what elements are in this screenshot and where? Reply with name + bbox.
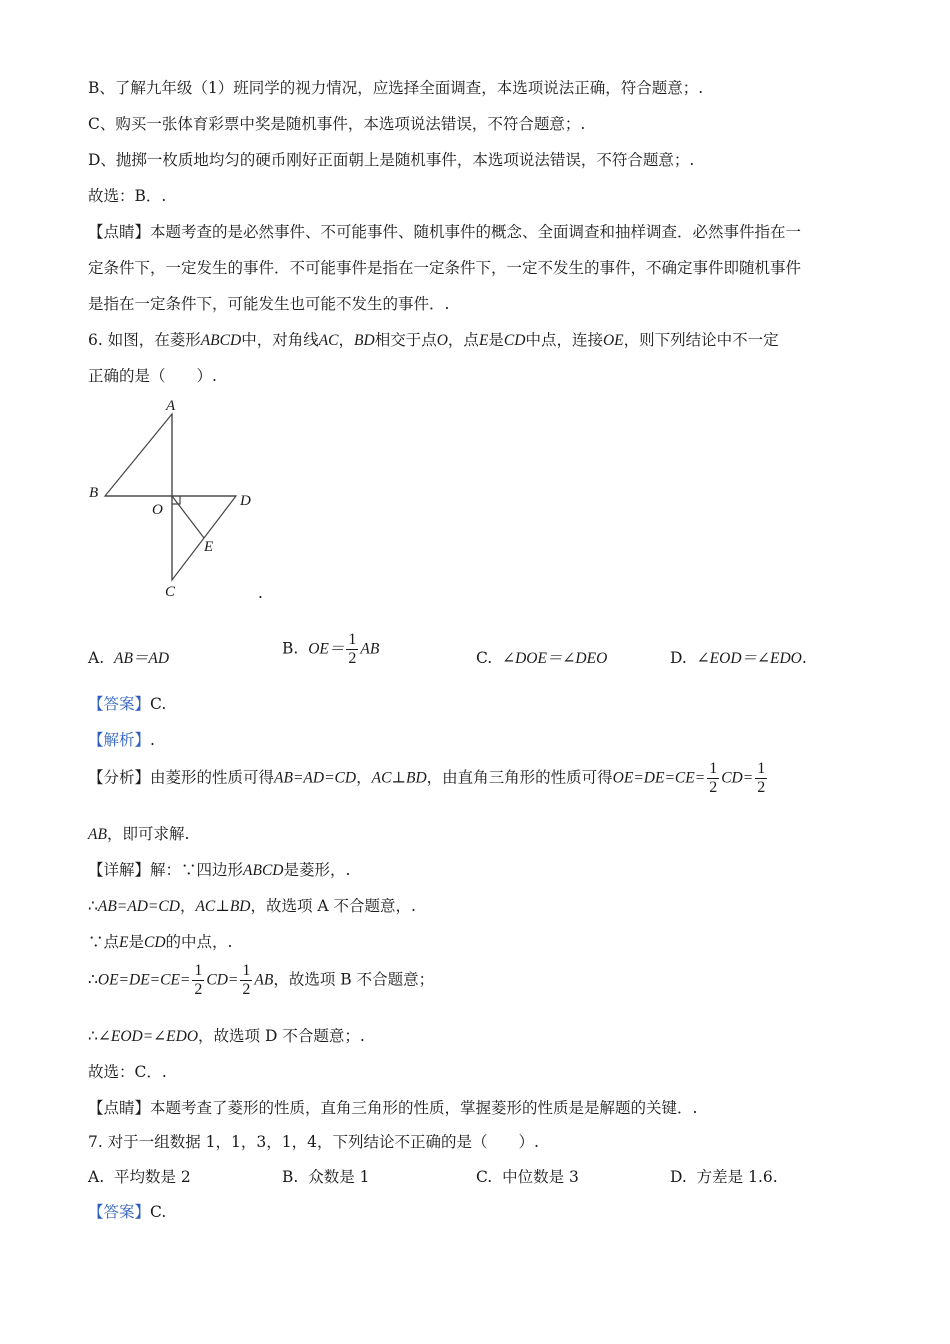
q6-answer: 【答案】C. — [88, 695, 167, 713]
label-o: O — [152, 502, 163, 518]
q7-option-c: C. 中位数是 3 — [476, 1168, 579, 1186]
fraction-half: $\frac{1}{2}$ — [348, 631, 357, 667]
comment-tag: 【点睛】 — [88, 223, 151, 241]
q6-option-c: C. ∠DOE＝∠DEO — [476, 649, 608, 667]
answer-tag: 【答案】 — [88, 695, 151, 713]
label-b: B — [89, 485, 99, 501]
q5-comment-line3: 是指在一定条件下，可能发生也可能不发生的事件．. — [88, 295, 450, 313]
q6-option-d: D. ∠EOD＝∠EDO. — [670, 649, 807, 667]
segment-oe — [172, 496, 204, 538]
q6-detail-step4: ∴∠EOD=∠EDO，故选项 D 不合题意；. — [88, 1027, 365, 1045]
q5-comment-line1 — [88, 220, 801, 242]
comment-text: 本题考查的是必然事件、不可能事件、随机事件的概念、全面调查和抽样调查．必然事件指在一 — [150, 223, 802, 241]
option-d-explanation: D、抛掷一枚质地均匀的硬币刚好正面朝上是随机事件，本选项说法错误，不符合题意；. — [88, 151, 695, 169]
analysis-tag: 【解析】 — [88, 731, 151, 749]
q6-option-b: B. OE＝ $\frac{1}{2}$ AB — [282, 631, 380, 667]
q7-stem: 7. 对于一组数据 1，1，3，1，4，下列结论不正确的是（ ）. — [88, 1133, 539, 1151]
fraction-half: $\frac{1}{2}$ — [242, 962, 251, 998]
q5-choice: 故选：B．. — [88, 187, 167, 205]
q6-stem-line2: 正确的是（ ）. — [88, 367, 217, 385]
fraction-half: $\frac{1}{2}$ — [194, 962, 203, 998]
q6-fenxi-line2: AB，即可求解. — [88, 825, 190, 843]
q7-option-d: D. 方差是 1.6. — [670, 1168, 778, 1186]
label-a: A — [166, 398, 176, 414]
q6-stem-line1: 6. 如图，在菱形ABCD中，对角线AC，BD相交于点O，点E是CD中点，连接OE，则下列结论中不一定 — [88, 331, 779, 349]
rhombus-outline — [105, 414, 236, 580]
q6-choice: 故选：C．. — [88, 1063, 167, 1081]
q5-comment-line2: 定条件下，一定发生的事件．不可能事件是指在一定条件下，一定不发生的事件，不确定事件即随机事件 — [88, 259, 802, 277]
rhombus-figure — [80, 392, 270, 607]
fraction-half: $\frac{1}{2}$ — [709, 760, 718, 796]
option-b-explanation: B、了解九年级（1）班同学的视力情况，应选择全面调查，本选项说法正确，符合题意；. — [88, 79, 704, 97]
q7-answer: 【答案】C. — [88, 1203, 167, 1221]
q6-detail-step1: ∴AB=AD=CD，AC⊥BD，故选项 A 不合题意，. — [88, 897, 416, 915]
q6-comment: 【点睛】本题考查了菱形的性质，直角三角形的性质，掌握菱形的性质是是解题的关键．. — [88, 1099, 698, 1117]
q6-detail-line1: 【详解】解：∵四边形ABCD是菱形，. — [88, 861, 351, 879]
q6-analysis: 【解析】. — [88, 731, 155, 749]
label-c: C — [165, 584, 176, 600]
q7-option-b: B. 众数是 1 — [282, 1168, 370, 1186]
q6-detail-step2: ∵点E是CD的中点，. — [88, 933, 233, 951]
q7-option-a: A. 平均数是 2 — [88, 1168, 191, 1186]
figure-dot: . — [258, 584, 263, 602]
q6-fenxi-line1: 【分析】由菱形的性质可得AB=AD=CD，AC⊥BD，由直角三角形的性质可得OE=DE=CE= $\frac{1}{2}$ CD= $\frac{1}{2}$ — [88, 760, 766, 796]
label-d: D — [240, 493, 251, 509]
fraction-half: $\frac{1}{2}$ — [757, 760, 766, 796]
q6-option-a: A. AB＝AD — [88, 649, 170, 667]
q6-detail-step3: ∴OE=DE=CE= $\frac{1}{2}$ CD= $\frac{1}{2}$ AB，故选项 B 不合题意； — [88, 962, 435, 998]
answer-tag: 【答案】 — [88, 1203, 151, 1221]
label-e: E — [204, 539, 214, 555]
option-c-explanation: C、购买一张体育彩票中奖是随机事件，本选项说法错误，不符合题意；. — [88, 115, 586, 133]
